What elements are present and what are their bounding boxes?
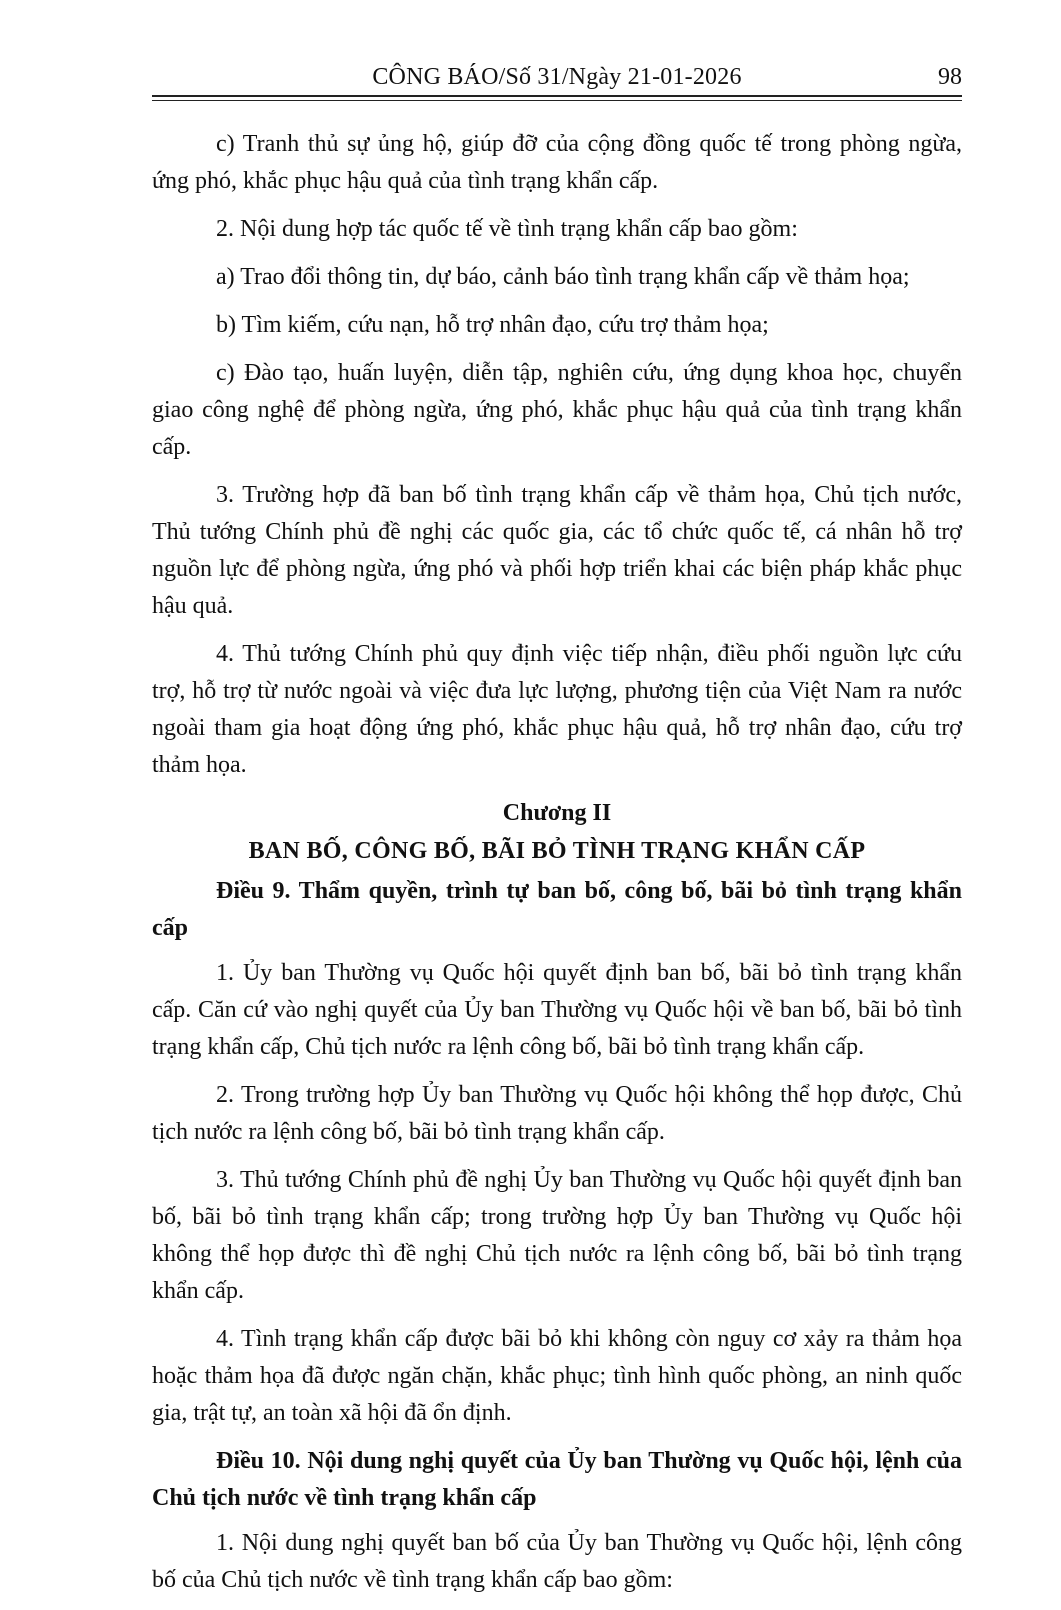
paragraph: c) Tranh thủ sự ủng hộ, giúp đỡ của cộng đồng quốc tế trong phòng ngừa, ứng phó, khắc phục hậu quả của tình trạng khẩn cấp. [152, 131, 962, 194]
paragraph: 1. Nội dung nghị quyết ban bố của Ủy ban Thường vụ Quốc hội, lệnh công bố của Chủ tịch nước về tình trạng khẩn cấp bao gồm: [152, 1530, 962, 1593]
paragraph: 2. Trong trường hợp Ủy ban Thường vụ Quốc hội không thể họp được, Chủ tịch nước ra lệnh công bố, bãi bỏ tình trạng khẩn cấp. [152, 1082, 962, 1145]
header-rule-thin [152, 100, 962, 101]
paragraph: c) Đào tạo, huấn luyện, diễn tập, nghiên cứu, ứng dụng khoa học, chuyển giao công nghệ để phòng ngừa, ứng phó, khắc phục hậu quả của tình trạng khẩn cấp. [152, 360, 962, 460]
chapter-label: Chương II [502, 800, 612, 826]
gazette-header-title: CÔNG BÁO/Số 31/Ngày 21-01-2026 [372, 64, 742, 90]
article-heading: Điều 9. Thẩm quyền, trình tự ban bố, công bố, bãi bỏ tình trạng khẩn cấp [152, 878, 962, 941]
paragraph: 2. Nội dung hợp tác quốc tế về tình trạng khẩn cấp bao gồm: [216, 216, 798, 242]
chapter-title: BAN BỐ, CÔNG BỐ, BÃI BỎ TÌNH TRẠNG KHẨN CẤP [248, 838, 866, 864]
paragraph: 4. Thủ tướng Chính phủ quy định việc tiếp nhận, điều phối nguồn lực cứu trợ, hỗ trợ từ nước ngoài và việc đưa lực lượng, phương tiện của Việt Nam ra nước ngoài tham gia hoạt động ứng phó, khắc phục hậu quả, hỗ trợ nhân đạo, cứu trợ thảm họa. [152, 641, 962, 778]
paragraph: 4. Tình trạng khẩn cấp được bãi bỏ khi không còn nguy cơ xảy ra thảm họa hoặc thảm họa đã được ngăn chặn, khắc phục; tình hình quốc phòng, an ninh quốc gia, trật tự, an toàn xã hội đã ổn định. [152, 1326, 962, 1426]
paragraph: 3. Trường hợp đã ban bố tình trạng khẩn cấp về thảm họa, Chủ tịch nước, Thủ tướng Chính phủ đề nghị các quốc gia, các tổ chức quốc tế, cá nhân hỗ trợ nguồn lực để phòng ngừa, ứng phó và phối hợp triển khai các biện pháp khắc phục hậu quả. [152, 482, 962, 619]
paragraph: a) Trao đổi thông tin, dự báo, cảnh báo tình trạng khẩn cấp về thảm họa; [216, 264, 910, 290]
article-heading: Điều 10. Nội dung nghị quyết của Ủy ban Thường vụ Quốc hội, lệnh của Chủ tịch nước về tình trạng khẩn cấp [152, 1448, 962, 1511]
page-number: 98 [938, 64, 962, 90]
header-rule-thick [152, 95, 962, 97]
document-body [152, 126, 962, 1610]
paragraph: 1. Ủy ban Thường vụ Quốc hội quyết định ban bố, bãi bỏ tình trạng khẩn cấp. Căn cứ vào nghị quyết của Ủy ban Thường vụ Quốc hội về ban bố, bãi bỏ tình trạng khẩn cấp, Chủ tịch nước ra lệnh công bố, bãi bỏ tình trạng khẩn cấp. [152, 960, 962, 1060]
paragraph: 3. Thủ tướng Chính phủ đề nghị Ủy ban Thường vụ Quốc hội quyết định ban bố, bãi bỏ tình trạng khẩn cấp; trong trường hợp Ủy ban Thường vụ Quốc hội không thể họp được thì đề nghị Chủ tịch nước ra lệnh công bố, bãi bỏ tình trạng khẩn cấp. [152, 1167, 962, 1304]
page-header [152, 56, 962, 96]
paragraph: b) Tìm kiếm, cứu nạn, hỗ trợ nhân đạo, cứu trợ thảm họa; [216, 312, 769, 338]
